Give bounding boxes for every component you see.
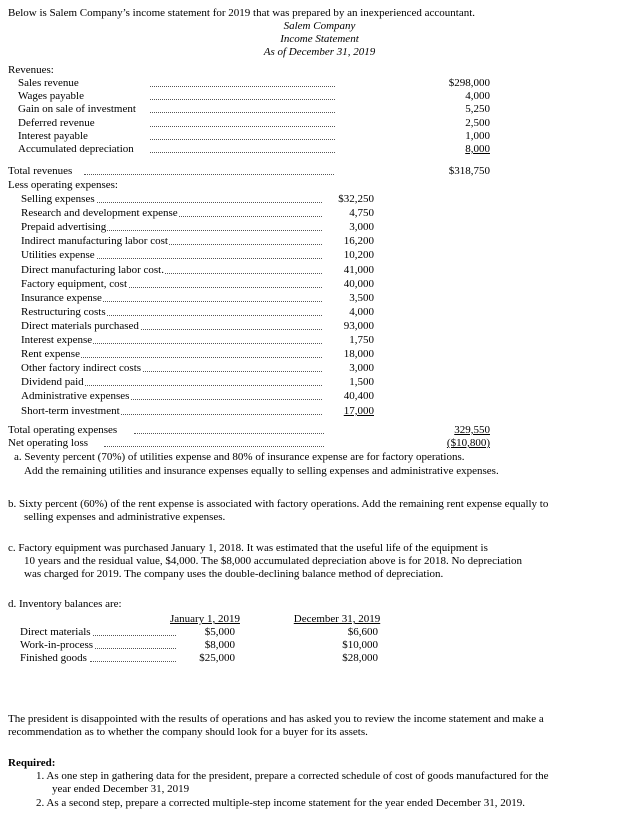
- leader: [60, 194, 322, 203]
- expense-label: Research and development expense: [21, 207, 178, 219]
- leader: [60, 335, 322, 344]
- revenue-label: Wages payable: [18, 90, 84, 102]
- president-line2: recommendation as to whether the company should look for a buyer for its assets.: [8, 726, 368, 738]
- intro-text: Below is Salem Company’s income statement for 2019 that was prepared by an inexperienced accountant.: [8, 7, 476, 19]
- statement-date: As of December 31, 2019: [263, 46, 376, 58]
- inv-col-jan: January 1, 2019: [170, 613, 240, 625]
- inventory-jan-value: $8,000: [204, 639, 235, 651]
- total-revenues-label: Total revenues: [8, 165, 73, 177]
- leader: [104, 438, 324, 447]
- leader: [90, 640, 176, 649]
- revenue-value: 5,250: [465, 103, 490, 115]
- leader: [90, 653, 176, 662]
- revenues-heading: Revenues:: [8, 64, 54, 76]
- leader: [150, 104, 335, 113]
- expense-label: Insurance expense: [21, 292, 102, 304]
- note-d: d. Inventory balances are:: [8, 598, 122, 610]
- expense-value: 1,500: [322, 376, 374, 388]
- note-c-line3: was charged for 2019. The company uses the double-declining balance method of depreciation.: [24, 568, 444, 580]
- revenue-label: Accumulated depreciation: [18, 143, 134, 155]
- inventory-dec-value: $10,000: [342, 639, 378, 651]
- expense-value: $32,250: [322, 193, 374, 205]
- leader: [150, 131, 335, 140]
- revenue-label: Interest payable: [18, 130, 88, 142]
- expense-label: Selling expenses: [21, 193, 95, 205]
- expense-label: Direct materials purchased: [21, 320, 139, 332]
- president-line1: The president is disappointed with the results of operations and has asked you to review the income statement and make a: [8, 713, 544, 725]
- expense-label: Administrative expenses: [21, 390, 130, 402]
- expense-value: 3,000: [322, 362, 374, 374]
- revenue-value: 4,000: [465, 90, 490, 102]
- expense-label: Factory equipment, cost: [21, 278, 128, 290]
- leader: [150, 144, 335, 153]
- revenue-label: Deferred revenue: [18, 117, 95, 129]
- leader: [150, 78, 335, 87]
- total-revenues-value: $318,750: [448, 165, 490, 177]
- expense-label: Indirect manufacturing labor cost: [21, 235, 168, 247]
- inventory-jan-value: $25,000: [199, 652, 235, 664]
- note-a-line1: a. Seventy percent (70%) of utilities expense and 80% of insurance expense are for factory operations.: [14, 451, 465, 463]
- expense-label: Restructuring costs: [21, 306, 106, 318]
- expense-value: 40,000: [322, 278, 374, 290]
- inventory-dec-value: $6,600: [347, 626, 378, 638]
- expense-value: 3,500: [322, 292, 374, 304]
- required-1-line2: year ended December 31, 2019: [52, 783, 190, 795]
- total-operating-label: Total operating expenses: [8, 424, 118, 436]
- expense-value: 4,750: [322, 207, 374, 219]
- expense-value: 17,000: [322, 405, 374, 417]
- expense-label: Interest expense: [21, 334, 93, 346]
- note-b-line2: selling expenses and administrative expenses.: [24, 511, 226, 523]
- statement-title: Income Statement: [280, 33, 359, 45]
- company-name: Salem Company: [283, 20, 356, 32]
- expense-label: Rent expense: [21, 348, 80, 360]
- expense-value: 3,000: [322, 221, 374, 233]
- note-c-line1: c. Factory equipment was purchased January 1, 2018. It was estimated that the useful life of the equipment is: [8, 542, 488, 554]
- revenue-value: 8,000: [465, 143, 490, 155]
- required-heading: Required:: [8, 757, 56, 769]
- revenue-label: Gain on sale of investment: [18, 103, 136, 115]
- expense-value: 1,750: [322, 334, 374, 346]
- leader: [60, 250, 322, 259]
- leader: [150, 118, 335, 127]
- leader: [60, 377, 322, 386]
- note-a-line2: Add the remaining utilities and insurance expenses equally to selling expenses and administrative expenses.: [24, 465, 499, 477]
- expense-label: Prepaid advertising: [21, 221, 107, 233]
- note-c-line2: 10 years and the residual value, $4,000. The $8,000 accumulated depreciation above is for 2018. No depreciation: [24, 555, 522, 567]
- leader: [150, 91, 335, 100]
- required-2: 2. As a second step, prepare a corrected multiple-step income statement for the year ended December 31, 2019.: [36, 797, 526, 809]
- total-operating-value: 329,550: [454, 424, 490, 436]
- expense-label: Utilities expense: [21, 249, 95, 261]
- inventory-label: Finished goods: [20, 652, 87, 664]
- expense-value: 40,400: [322, 390, 374, 402]
- expense-value: 41,000: [322, 264, 374, 276]
- inventory-jan-value: $5,000: [204, 626, 235, 638]
- inventory-label: Direct materials: [20, 626, 91, 638]
- inv-col-dec: December 31, 2019: [293, 613, 381, 625]
- less-expenses-heading: Less operating expenses:: [8, 179, 118, 191]
- expense-label: Other factory indirect costs: [21, 362, 142, 374]
- note-b-line1: b. Sixty percent (60%) of the rent expense is associated with factory operations. Add the remaining rent expense equally to: [8, 498, 549, 510]
- inventory-dec-value: $28,000: [342, 652, 378, 664]
- expense-value: 10,200: [322, 249, 374, 261]
- inventory-label: Work-in-process: [20, 639, 94, 651]
- revenue-value: 2,500: [465, 117, 490, 129]
- revenue-value: 1,000: [465, 130, 490, 142]
- revenue-label: Sales revenue: [18, 77, 79, 89]
- expense-value: 18,000: [322, 348, 374, 360]
- net-loss-label: Net operating loss: [8, 437, 89, 449]
- required-1-line1: 1. As one step in gathering data for the president, prepare a corrected schedule of cost of goods manufactured for the: [36, 770, 549, 782]
- expense-value: 4,000: [322, 306, 374, 318]
- expense-label: Direct manufacturing labor cost.: [21, 264, 164, 276]
- expense-label: Short-term investment: [21, 405, 120, 417]
- expense-value: 93,000: [322, 320, 374, 332]
- expense-label: Dividend paid: [21, 376, 84, 388]
- net-loss-value: ($10,800): [446, 437, 490, 449]
- leader: [90, 627, 176, 636]
- leader: [84, 166, 334, 175]
- revenue-value: $298,000: [448, 77, 490, 89]
- expense-value: 16,200: [322, 235, 374, 247]
- leader: [60, 349, 322, 358]
- leader: [134, 425, 324, 434]
